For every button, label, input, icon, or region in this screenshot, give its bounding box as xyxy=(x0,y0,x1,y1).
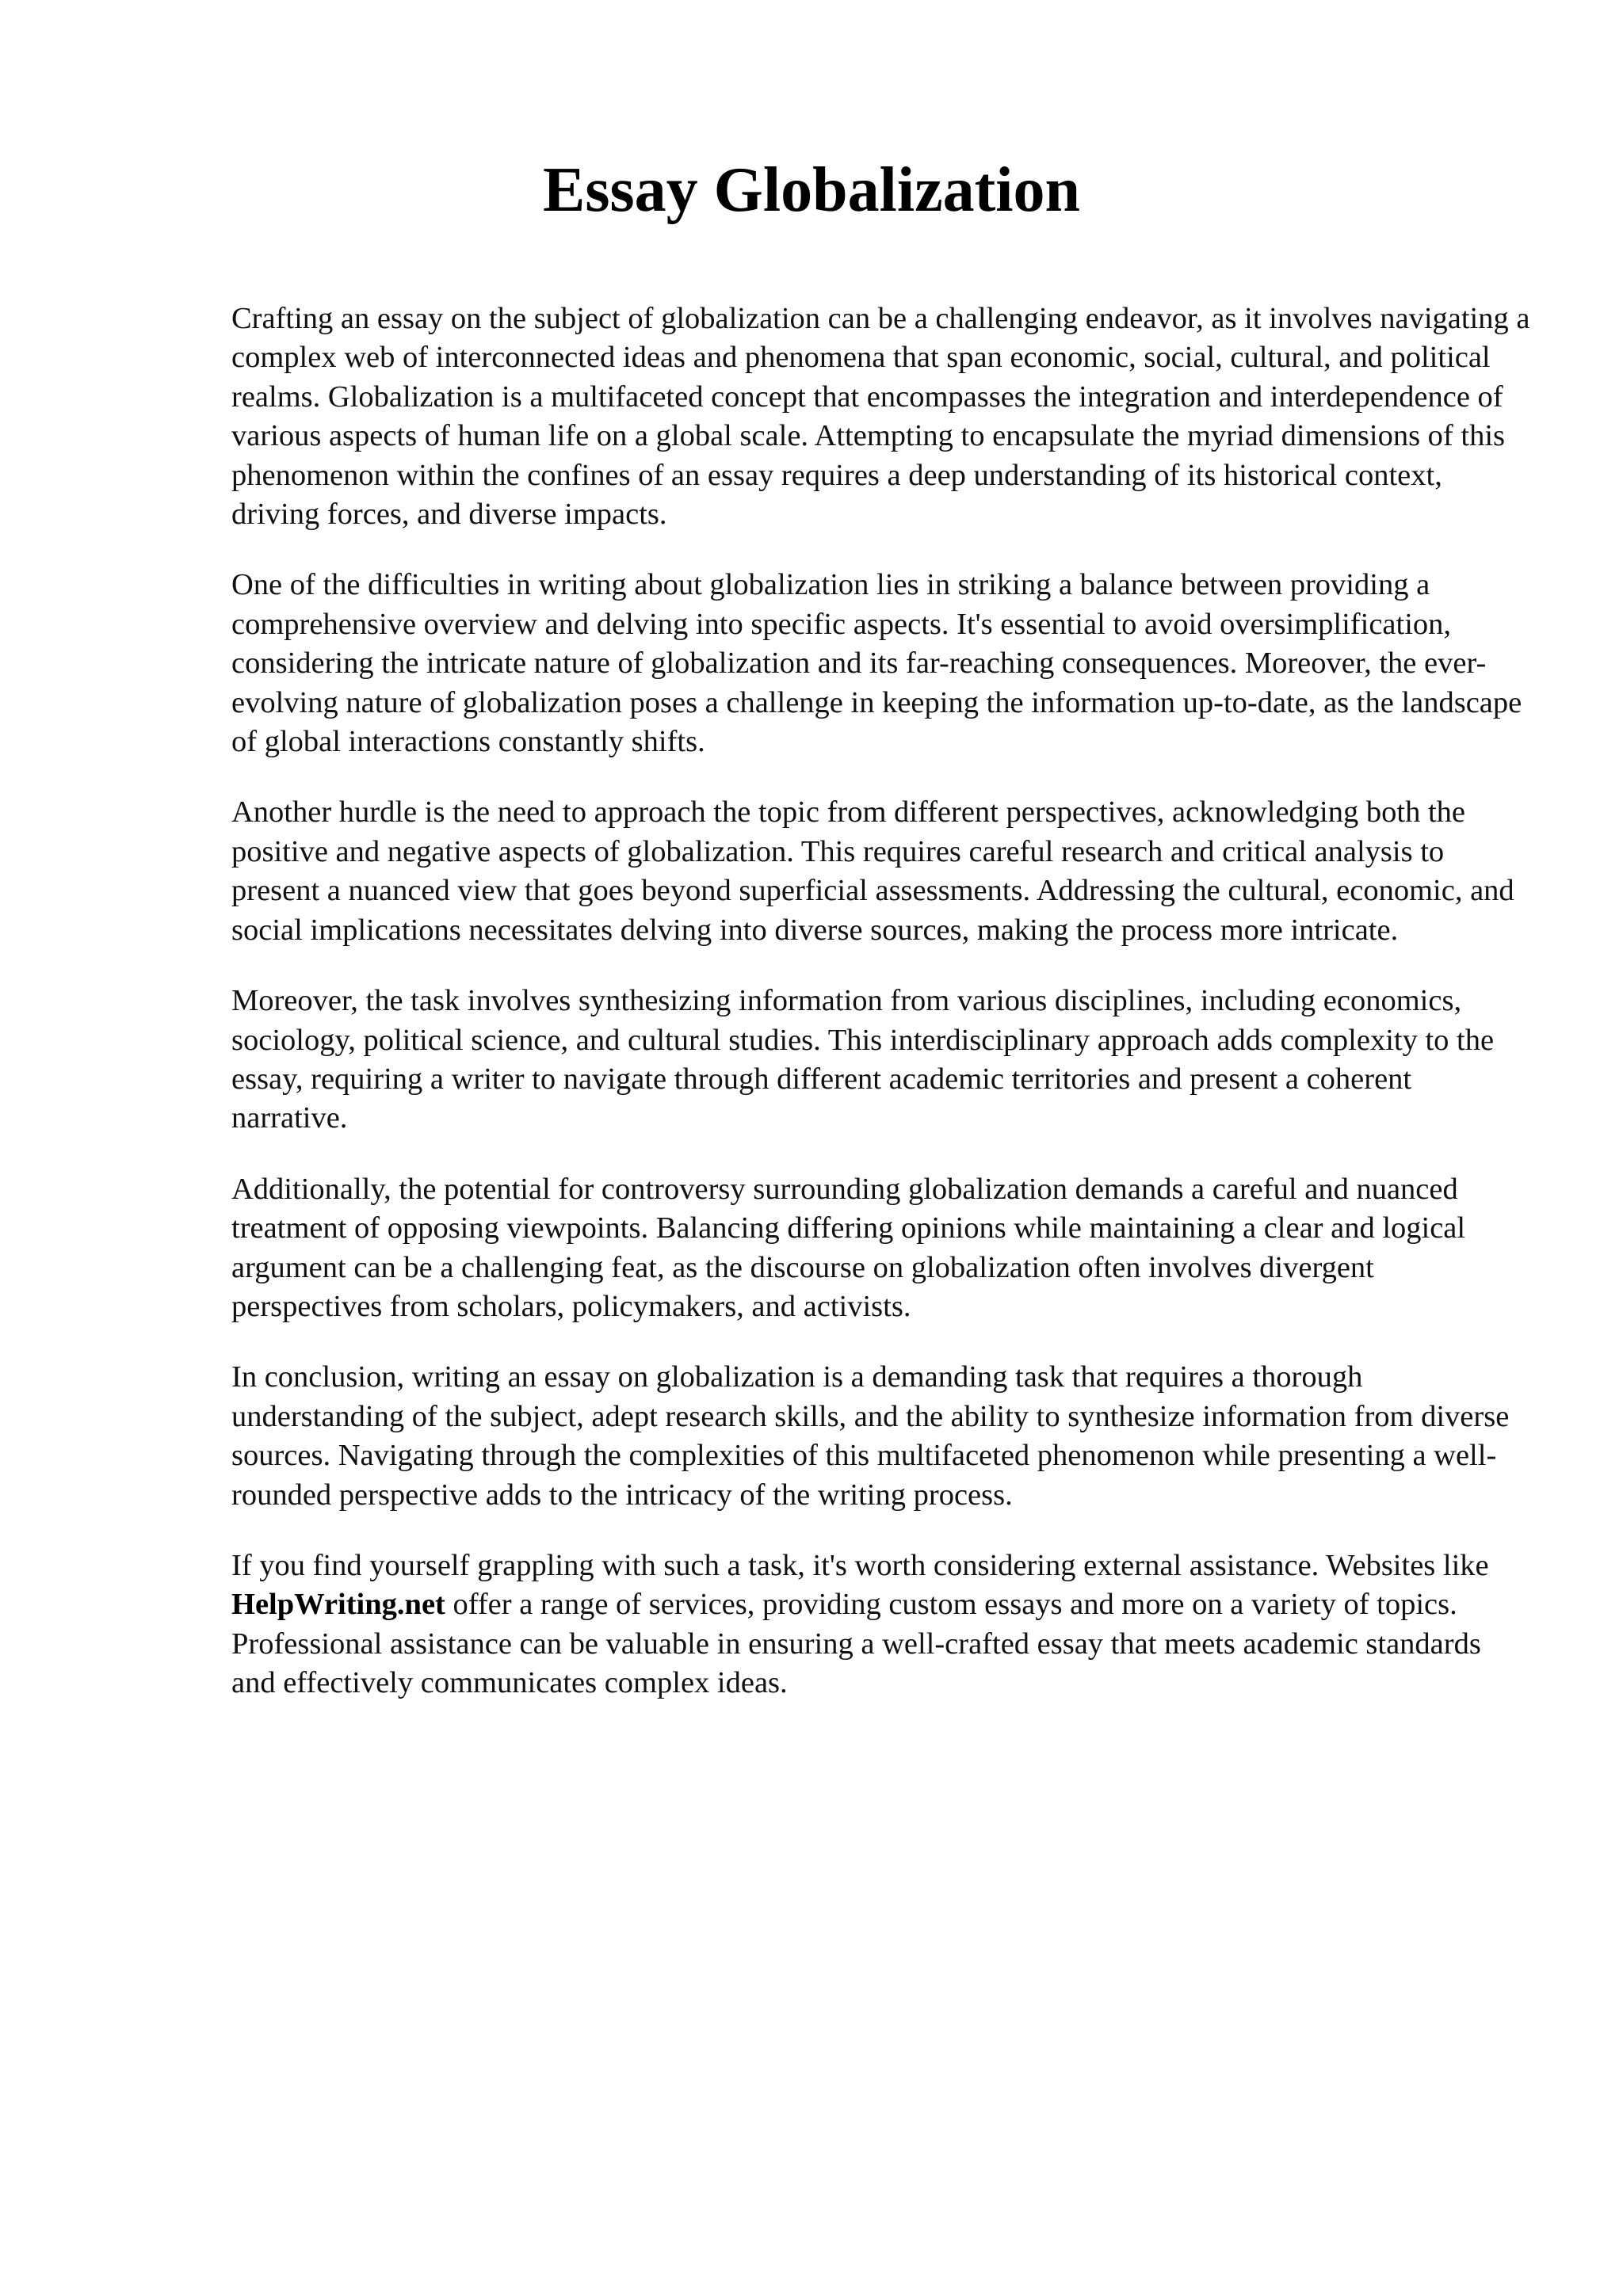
assistance-text-after: offer a range of services, providing custom essays and more on a variety of topics. Professional assistance can be valuable in ensuring a well-crafted essay that meets academic standards and effectively communicates complex ideas. xyxy=(231,1588,1481,1700)
paragraph-perspectives: Another hurdle is the need to approach the topic from different perspectives, acknowledging both the positive and negative aspects of globalization. This requires careful research and critical analysis to present a nuanced view that goes beyond superficial assessments. Addressing the cultural, economic, and social implications necessitates delving into diverse sources, making the process more intricate. xyxy=(231,795,1514,947)
document-title: Essay Globalization xyxy=(543,155,1080,225)
paragraph-conclusion: In conclusion, writing an essay on globalization is a demanding task that requires a thorough understanding of the subject, adept research skills, and the ability to synthesize information from diverse sources. Navigating through the complexities of this multifaceted phenomenon while presenting a well-rounded perspective adds to the intricacy of the writing process. xyxy=(231,1360,1510,1512)
paragraph-intro: Crafting an essay on the subject of globalization can be a challenging endeavor, as it involves navigating a complex web of interconnected ideas and phenomena that span economic, social, cultural, and political realms. Globalization is a multifaceted concept that encompasses the integration and interdependence of various aspects of human life on a global scale. Attempting to encapsulate the myriad dimensions of this phenomenon within the confines of an essay requires a deep understanding of its historical context, driving forces, and diverse impacts. xyxy=(231,302,1530,532)
paragraph-disciplines: Moreover, the task involves synthesizing information from various disciplines, including economics, sociology, political science, and cultural studies. This interdisciplinary approach adds complexity to the essay, requiring a writer to navigate through different academic territories and present a coherent narrative. xyxy=(231,984,1495,1135)
document-body xyxy=(231,299,1531,1735)
paragraph-controversy: Additionally, the potential for controversy surrounding globalization demands a careful and nuanced treatment of opposing viewpoints. Balancing differing opinions while maintaining a clear and logical argument can be a challenging feat, as the discourse on globalization often involves divergent perspectives from scholars, policymakers, and activists. xyxy=(231,1172,1466,1323)
paragraph-difficulties: One of the difficulties in writing about globalization lies in striking a balance between providing a comprehensive overview and delving into specific aspects. It's essential to avoid oversimplification, considering the intricate nature of globalization and its far-reaching consequences. Moreover, the ever-evolving nature of globalization poses a challenge in keeping the information up-to-date, as the landscape of global interactions constantly shifts. xyxy=(231,568,1522,759)
helpwriting-link[interactable]: HelpWriting.net xyxy=(231,1588,445,1622)
paragraph-assistance xyxy=(231,1547,1531,1703)
assistance-text-before: If you find yourself grappling with such a task, it's worth considering external assistance. Websites like xyxy=(231,1548,1489,1582)
